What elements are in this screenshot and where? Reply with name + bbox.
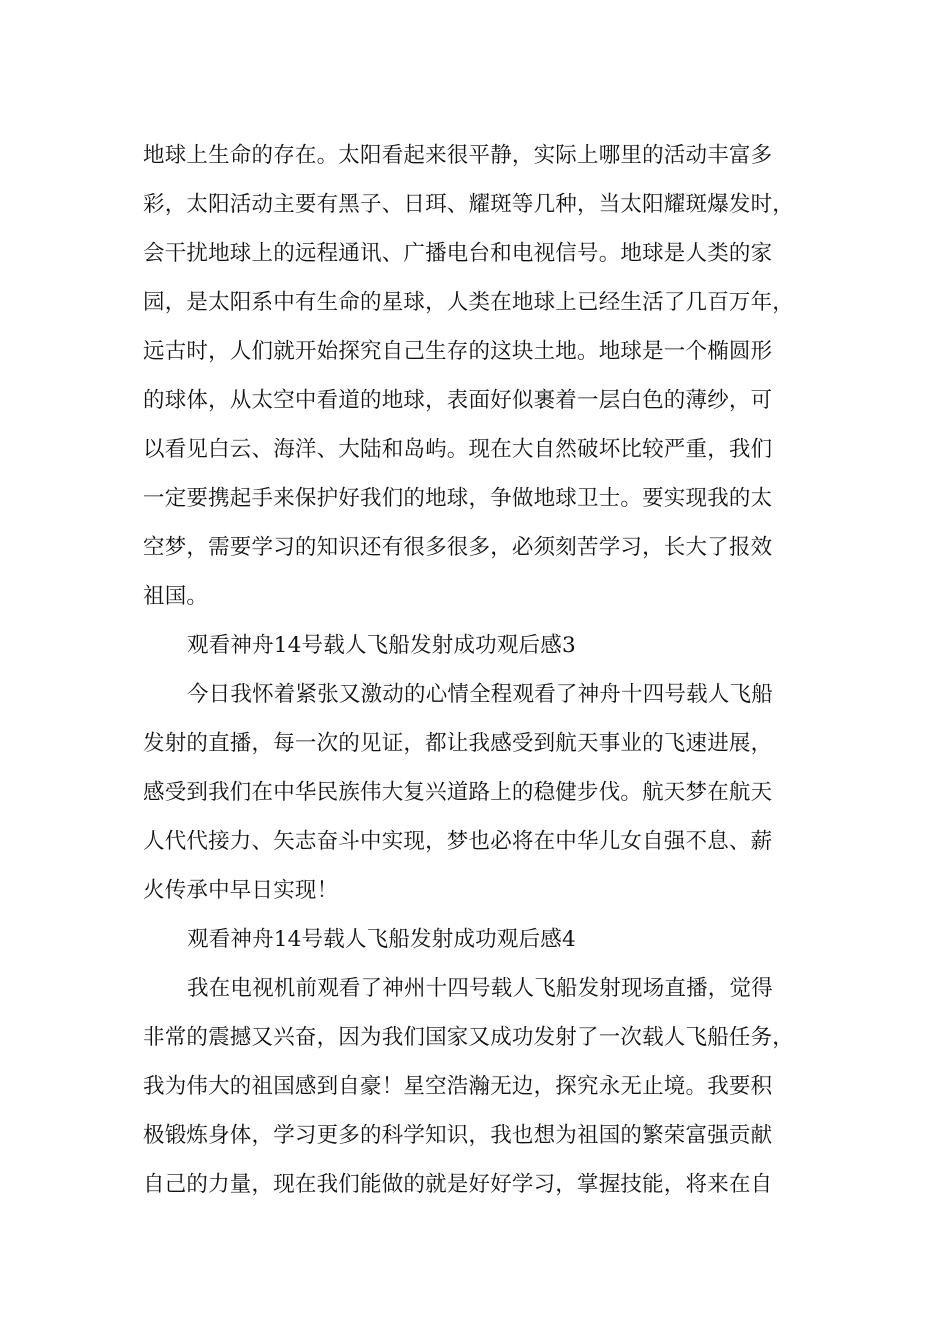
body-line: 以看见白云、海洋、大陆和岛屿。现在大自然破坏比较严重，我们 — [143, 437, 773, 462]
body-line: 地球上生命的存在。太阳看起来很平静，实际上哪里的活动丰富多 — [143, 143, 773, 168]
body-line: 极锻炼身体，学习更多的科学知识，我也想为祖国的繁荣富强贡献 — [143, 1123, 773, 1148]
body-line: 火传承中早日实现！ — [143, 878, 339, 903]
body-line: 一定要携起手来保护好我们的地球，争做地球卫士。要实现我的太 — [143, 486, 773, 511]
body-line: 人代代接力、矢志奋斗中实现，梦也必将在中华儿女自强不息、薪 — [143, 829, 773, 854]
section-heading-3: 观看神舟14号载人飞船发射成功观后感3 — [187, 633, 576, 658]
body-line: 我为伟大的祖国感到自豪！星空浩瀚无边，探究永无止境。我要积 — [143, 1074, 773, 1099]
body-line: 非常的震撼又兴奋，因为我们国家又成功发射了一次载人飞船任务， — [143, 1025, 795, 1050]
body-line: 发射的直播，每一次的见证，都让我感受到航天事业的飞速进展， — [143, 731, 773, 756]
body-line: 远古时，人们就开始探究自己生存的这块土地。地球是一个椭圆形 — [143, 339, 773, 364]
body-line: 园，是太阳系中有生命的星球，人类在地球上已经生活了几百万年， — [143, 290, 795, 315]
body-line: 自己的力量，现在我们能做的就是好好学习，掌握技能，将来在自 — [143, 1172, 773, 1197]
body-line: 彩，太阳活动主要有黑子、日珥、耀斑等几种，当太阳耀斑爆发时， — [143, 192, 795, 217]
section-heading-4: 观看神舟14号载人飞船发射成功观后感4 — [187, 927, 576, 952]
body-line: 会干扰地球上的远程通讯、广播电台和电视信号。地球是人类的家 — [143, 241, 773, 266]
body-line: 的球体，从太空中看道的地球，表面好似裹着一层白色的薄纱，可 — [143, 388, 773, 413]
body-line: 空梦，需要学习的知识还有很多很多，必须刻苦学习，长大了报效 — [143, 535, 773, 560]
paragraph-first-line: 今日我怀着紧张又激动的心情全程观看了神舟十四号载人飞船 — [187, 682, 773, 707]
document-body — [143, 131, 843, 1209]
body-line: 感受到我们在中华民族伟大复兴道路上的稳健步伐。航天梦在航天 — [143, 780, 773, 805]
paragraph-first-line: 我在电视机前观看了神州十四号载人飞船发射现场直播，觉得 — [187, 976, 773, 1001]
body-line: 祖国。 — [143, 584, 209, 609]
